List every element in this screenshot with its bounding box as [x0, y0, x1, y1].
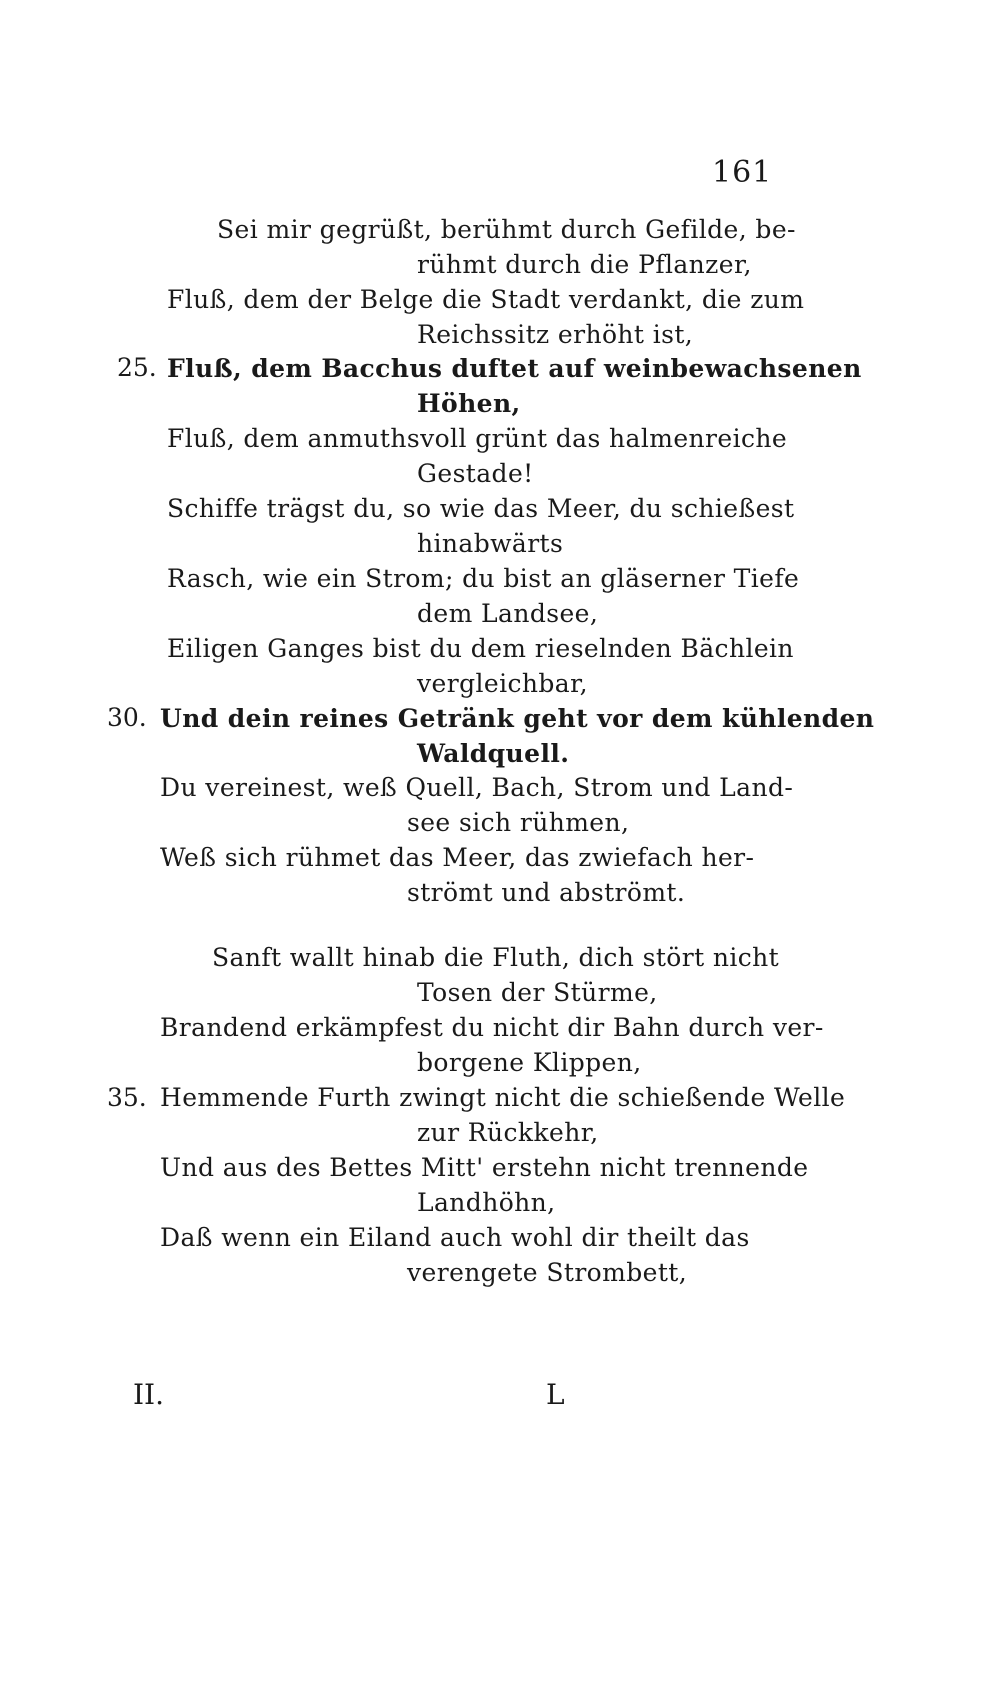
poem-line: Fluß, dem anmuthsvoll grünt das halmenreiche	[167, 424, 788, 453]
poem-line: Fluß, dem Bacchus duftet auf weinbewachsenen	[167, 354, 862, 383]
poem-line: Daß wenn ein Eiland auch wohl dir theilt das	[160, 1223, 750, 1252]
poem-line: Schiffe trägst du, so wie das Meer, du schießest	[167, 494, 795, 523]
poem-line: borgene Klippen,	[417, 1048, 642, 1077]
poem-line: Landhöhn,	[417, 1188, 556, 1217]
poem-line: vergleichbar,	[417, 669, 589, 698]
poem-line: Sanft wallt hinab die Fluth, dich stört nicht	[212, 943, 780, 972]
volume-mark: II.	[133, 1378, 165, 1411]
poem-line: Gestade!	[417, 459, 534, 488]
poem-line: Und aus des Bettes Mitt' erstehn nicht trennende	[160, 1153, 809, 1182]
poem-line: rühmt durch die Pflanzer,	[417, 250, 752, 279]
poem-line: Reichssitz erhöht ist,	[417, 320, 694, 349]
poem-line: Waldquell.	[417, 739, 570, 768]
poem-line: zur Rückkehr,	[417, 1118, 599, 1147]
poem-line: Rasch, wie ein Strom; du bist an gläserner Tiefe	[167, 564, 800, 593]
poem-line: strömt und abströmt.	[407, 878, 686, 907]
poem-line: Tosen der Stürme,	[417, 978, 658, 1007]
verse-number-25: 25.	[117, 353, 157, 382]
poem-line: Höhen,	[417, 389, 521, 418]
poem-line: verengete Strombett,	[407, 1258, 688, 1287]
poem-line: Fluß, dem der Belge die Stadt verdankt, die zum	[167, 285, 805, 314]
poem-line: Du vereinest, weß Quell, Bach, Strom und Land-	[160, 773, 794, 802]
poem-line: Eiligen Ganges bist du dem rieselnden Bächlein	[167, 634, 794, 663]
poem-line: Brandend erkämpfest du nicht dir Bahn durch ver-	[160, 1013, 824, 1042]
poem-line: Und dein reines Getränk geht vor dem kühlenden	[160, 704, 875, 733]
verse-number-35: 35.	[107, 1083, 147, 1112]
poem-line: Weß sich rühmet das Meer, das zwiefach her-	[160, 843, 755, 872]
signature-mark: L	[546, 1378, 565, 1411]
poem-line: hinabwärts	[417, 529, 564, 558]
poem-line: Sei mir gegrüßt, berühmt durch Gefilde, be-	[217, 215, 796, 244]
page-number: 161	[712, 155, 773, 190]
verse-number-30: 30.	[107, 703, 147, 732]
poem-line: dem Landsee,	[417, 599, 599, 628]
poem-line: see sich rühmen,	[407, 808, 630, 837]
poem-line: Hemmende Furth zwingt nicht die schießende Welle	[160, 1083, 846, 1112]
